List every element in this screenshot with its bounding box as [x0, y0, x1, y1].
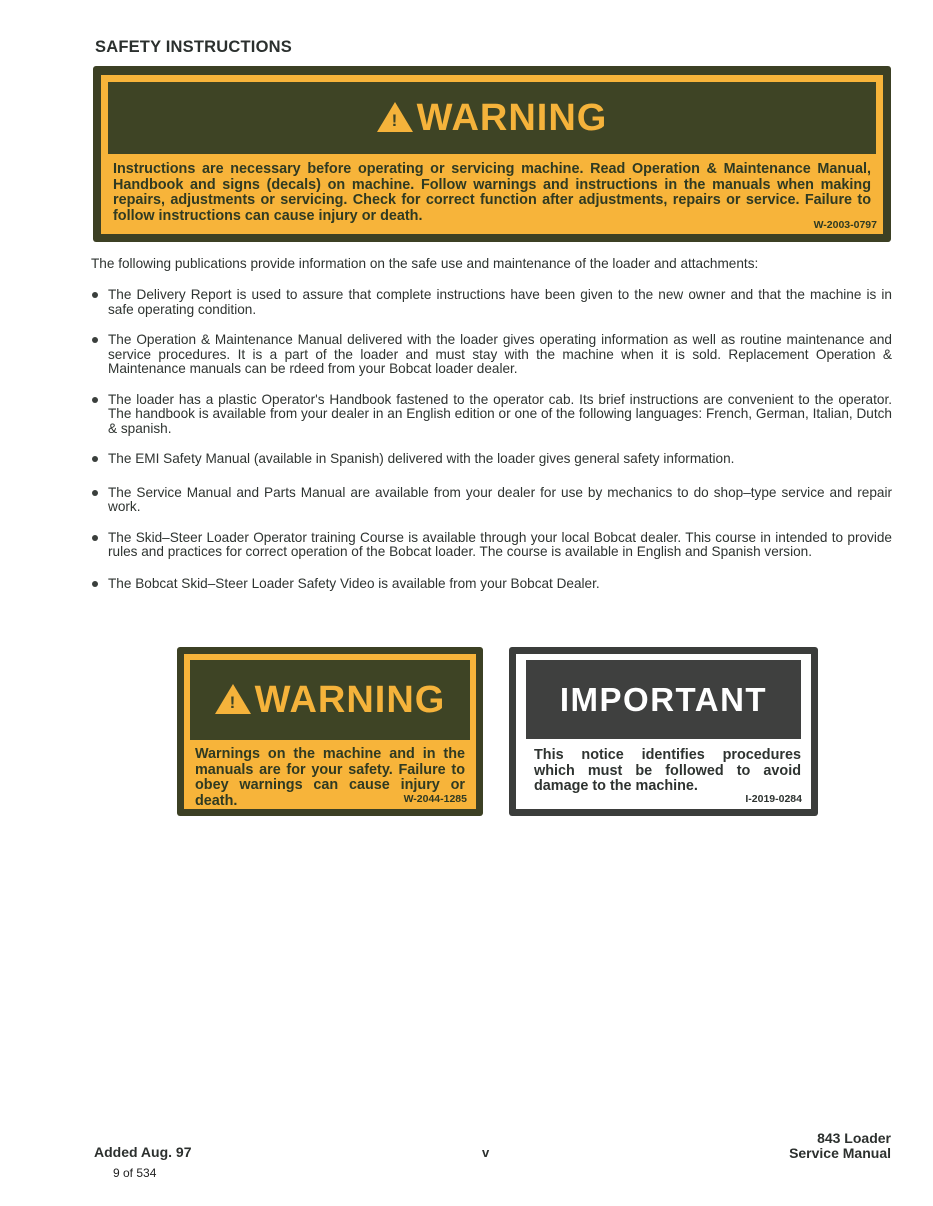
list-item-text: The Operation & Maintenance Manual delivered with the loader gives operating information as well as routine maintenance and service procedures. It is a part of the loader and must stay with the machine when it is sold. Replacement Operation & Maintenance manuals can be rdeed from your Bobcat loader dealer.: [108, 332, 892, 376]
list-item-text: The Skid–Steer Loader Operator training Course is available through your local Bobcat dealer. This course in intended to provide rules and practices for correct operation of the Bobcat loader. The course is available in English and Spanish version.: [108, 529, 892, 559]
important-notice-decal: [509, 647, 818, 816]
list-item-text: The Service Manual and Parts Manual are available from your dealer for use by mechanics to do shop–type service and repair work.: [108, 484, 892, 514]
main-warning-decal: [93, 66, 891, 242]
small-warning-decal: [177, 647, 483, 816]
main-warning-heading: [377, 97, 608, 140]
main-warning-body: [101, 75, 883, 234]
bullet-icon: [92, 456, 98, 462]
bullet-icon: [92, 535, 98, 541]
list-item: [91, 577, 892, 592]
bullet-icon: [92, 292, 98, 298]
footer-model: 843 Loader: [817, 1130, 891, 1146]
footer-page-count: 9 of 534: [113, 1166, 157, 1180]
page-title: SAFETY INSTRUCTIONS: [95, 38, 292, 56]
list-item: [91, 333, 892, 377]
important-notice-banner: [526, 660, 801, 739]
list-item-text: The Delivery Report is used to assure that complete instructions have been given to the new owner and that the machine is in safe operating condition.: [108, 287, 892, 317]
publications-list: [91, 288, 892, 591]
list-item-text: The EMI Safety Manual (available in Spanish) delivered with the loader gives general safety information.: [108, 451, 735, 466]
footer-manual-name: Service Manual: [789, 1144, 891, 1161]
bullet-icon: [92, 490, 98, 496]
main-warning-code: W-2003-0797: [813, 219, 877, 231]
main-warning-banner: [108, 82, 876, 154]
bullet-icon: [92, 397, 98, 403]
small-warning-banner: [190, 660, 470, 740]
footer-added-date: Added Aug. 97: [94, 1144, 192, 1160]
small-warning-body: [184, 654, 476, 809]
list-item: [91, 486, 892, 515]
footer-page-numeral: v: [482, 1145, 490, 1160]
warning-triangle-icon: !: [215, 684, 251, 714]
main-warning-title: WARNING: [416, 96, 608, 139]
important-notice-text: This notice identifies procedures which must be followed to avoid damage to the machine.: [534, 747, 801, 794]
small-warning-code: W-2044-1285: [403, 793, 467, 805]
footer-manual-title: [789, 1131, 891, 1160]
small-warning-title: WARNING: [254, 678, 446, 721]
list-item: [91, 288, 892, 317]
list-item: [91, 452, 892, 467]
main-warning-text: Instructions are necessary before operating or servicing machine. Read Operation & Maintenance Manual, Handbook and signs (decals) on machine. Follow warnings and instructions in the manuals when making repairs, adjustments or servicing. Check for correct function after adjustments, repairs or service. Failure to follow instructions can cause injury or death.: [113, 161, 871, 224]
small-warning-heading: [215, 679, 446, 722]
list-item: [91, 393, 892, 437]
list-item: [91, 531, 892, 560]
small-warning-text: Warnings on the machine and in the manuals are for your safety. Failure to obey warnings can cause injury or death.: [195, 746, 465, 809]
list-item-text: The loader has a plastic Operator's Handbook fastened to the operator cab. Its brief instructions are convenient to the operator. The handbook is available from your dealer in an English edition or one of the following languages: French, German, Italian, Dutch & spanish.: [108, 391, 892, 436]
bullet-icon: [92, 581, 98, 587]
important-notice-body: [516, 654, 811, 809]
important-notice-code: I-2019-0284: [745, 793, 802, 805]
bullet-icon: [92, 337, 98, 343]
important-notice-title: IMPORTANT: [559, 680, 768, 718]
warning-triangle-icon: !: [377, 102, 413, 132]
intro-paragraph: The following publications provide information on the safe use and maintenance of the loader and attachments:: [91, 256, 759, 271]
list-item-text: The Bobcat Skid–Steer Loader Safety Video is available from your Bobcat Dealer.: [108, 575, 600, 591]
